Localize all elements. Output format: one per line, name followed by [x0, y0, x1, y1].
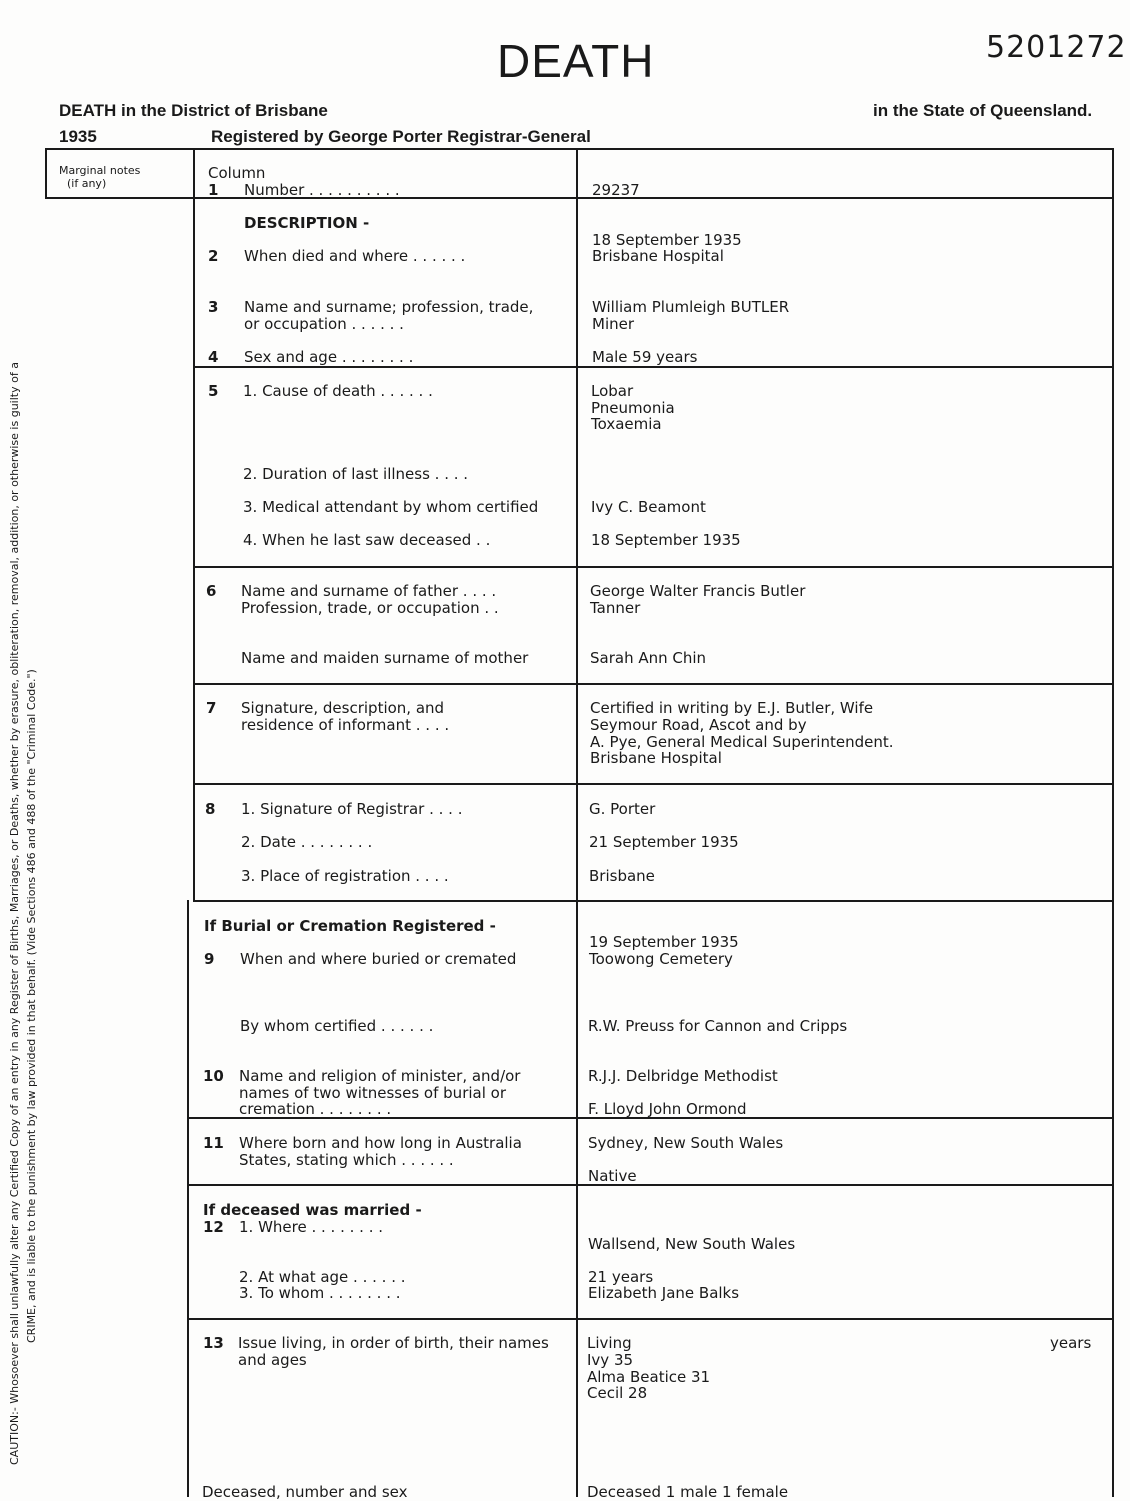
row-4-number: 4	[208, 348, 219, 366]
father-label: Name and surname of father . . . .	[241, 582, 497, 600]
row-5-number: 5	[208, 382, 219, 400]
spouse-label: 3. To whom . . . . . . . .	[239, 1284, 401, 1302]
marginal-notes-label: Marginal notes	[59, 164, 141, 177]
registration-date-value: 21 September 1935	[589, 833, 739, 851]
cause-of-death-line-3: Toxaemia	[591, 415, 662, 433]
row-2-date: 18 September 1935	[592, 231, 742, 249]
row-9-number: 9	[204, 950, 215, 968]
spouse-value: Elizabeth Jane Balks	[588, 1284, 740, 1302]
australia-duration-value: Native	[588, 1167, 637, 1185]
row-11-number: 11	[203, 1134, 224, 1152]
row-3-label-2: or occupation . . . . . .	[244, 315, 404, 333]
medical-attendant-label: 3. Medical attendant by whom certified	[243, 498, 539, 516]
deceased-issue-label: Deceased, number and sex	[202, 1483, 408, 1501]
cause-of-death-line-2: Pneumonia	[591, 399, 675, 417]
registrar-signature-value: G. Porter	[589, 800, 656, 818]
cause-of-death-label: 1. Cause of death . . . . . .	[243, 382, 433, 400]
birthplace-label-1: Where born and how long in Australia	[239, 1134, 522, 1152]
registered-by: Registered by George Porter Registrar-General	[211, 127, 591, 146]
birthplace-label-2: States, stating which . . . . . .	[239, 1151, 454, 1169]
father-name: George Walter Francis Butler	[590, 582, 806, 600]
issue-child-3: Cecil 28	[587, 1384, 648, 1402]
informant-line-4: Brisbane Hospital	[590, 749, 722, 767]
row-1-value: 29237	[592, 181, 640, 199]
duration-label: 2. Duration of last illness . . . .	[243, 465, 469, 483]
minister-label-2: names of two witnesses of burial or	[239, 1084, 506, 1102]
row-3-name: William Plumleigh BUTLER	[592, 298, 790, 316]
marriage-place-label: 1. Where . . . . . . . .	[239, 1218, 384, 1236]
caution-notice	[6, 235, 40, 1465]
last-saw-value: 18 September 1935	[591, 531, 741, 549]
column-label: Column	[208, 164, 266, 182]
row-1-number: 1	[208, 181, 219, 199]
medical-attendant-value: Ivy C. Beamont	[591, 498, 706, 516]
row-3-label-1: Name and surname; profession, trade,	[244, 298, 534, 316]
burial-place: Toowong Cemetery	[589, 950, 733, 968]
witnesses-value: F. Lloyd John Ormond	[588, 1100, 747, 1118]
cause-of-death-line-1: Lobar	[591, 382, 634, 400]
row-1-label: Number . . . . . . . . . .	[244, 181, 400, 199]
marriage-age-value: 21 years	[588, 1268, 654, 1286]
informant-line-2: Seymour Road, Ascot and by	[590, 716, 807, 734]
burial-label: When and where buried or cremated	[240, 950, 517, 968]
row-13-number: 13	[203, 1334, 224, 1352]
father-occupation: Tanner	[590, 599, 641, 617]
row-3-occupation: Miner	[592, 315, 635, 333]
marginal-notes-sublabel: (if any)	[67, 177, 107, 190]
informant-label-2: residence of informant . . . .	[241, 716, 450, 734]
registration-place-label: 3. Place of registration . . . .	[241, 867, 449, 885]
mother-name: Sarah Ann Chin	[590, 649, 707, 667]
issue-label-2: and ages	[238, 1351, 307, 1369]
registration-date-label: 2. Date . . . . . . . .	[241, 833, 373, 851]
row-4-label: Sex and age . . . . . . . .	[244, 348, 414, 366]
informant-label-1: Signature, description, and	[241, 699, 445, 717]
minister-label-1: Name and religion of minister, and/or	[239, 1067, 521, 1085]
issue-living-label: Living	[587, 1334, 632, 1352]
issue-years-label: years	[1050, 1334, 1092, 1352]
row-10-number: 10	[203, 1067, 224, 1085]
married-heading: If deceased was married -	[203, 1201, 422, 1219]
issue-label-1: Issue living, in order of birth, their names	[238, 1334, 549, 1352]
registrar-signature-label: 1. Signature of Registrar . . . .	[241, 800, 463, 818]
marriage-age-label: 2. At what age . . . . . .	[239, 1268, 406, 1286]
description-heading: DESCRIPTION -	[244, 214, 370, 232]
registration-year: 1935	[59, 127, 97, 146]
burial-date: 19 September 1935	[589, 933, 739, 951]
registration-place-value: Brisbane	[589, 867, 655, 885]
marriage-place-value: Wallsend, New South Wales	[588, 1235, 796, 1253]
row-4-value: Male 59 years	[592, 348, 698, 366]
issue-child-2: Alma Beatice 31	[587, 1368, 711, 1386]
district-label: DEATH in the District of Brisbane	[59, 101, 328, 120]
informant-line-1: Certified in writing by E.J. Butler, Wife	[590, 699, 874, 717]
row-2-label: When died and where . . . . . .	[244, 247, 466, 265]
issue-child-1: Ivy 35	[587, 1351, 634, 1369]
row-2-place: Brisbane Hospital	[592, 247, 724, 265]
birthplace-value: Sydney, New South Wales	[588, 1134, 784, 1152]
informant-line-3: A. Pye, General Medical Superintendent.	[590, 733, 894, 751]
deceased-issue-value: Deceased 1 male 1 female	[587, 1483, 789, 1501]
last-saw-label: 4. When he last saw deceased . .	[243, 531, 491, 549]
row-12-number: 12	[203, 1218, 224, 1236]
father-occupation-label: Profession, trade, or occupation . .	[241, 599, 499, 617]
minister-value: R.J.J. Delbridge Methodist	[588, 1067, 778, 1085]
row-6-number: 6	[206, 582, 217, 600]
burial-heading: If Burial or Cremation Registered -	[204, 917, 496, 935]
caution-line-1: CAUTION:- Whosoever shall unlawfully alter any Certified Copy of an entry in any Register of Births, Marriages, or Deaths, whether by erasure, obliteration, removal, addition, or otherwise is guilty of a	[8, 362, 21, 1465]
caution-line-2: CRIME, and is liable to the punishment by law provided in that behalf. (Vide Sections 486 and 488 of the "Criminal Code.")	[25, 669, 38, 1343]
page-title: DEATH	[497, 35, 655, 87]
row-8-number: 8	[205, 800, 216, 818]
burial-certifier-value: R.W. Preuss for Cannon and Cripps	[588, 1017, 848, 1035]
minister-label-3: cremation . . . . . . . .	[239, 1100, 392, 1118]
row-2-number: 2	[208, 247, 219, 265]
burial-certifier-label: By whom certified . . . . . .	[240, 1017, 434, 1035]
certificate-number: 5201272	[986, 30, 1127, 65]
state-label: in the State of Queensland.	[873, 101, 1093, 120]
mother-label: Name and maiden surname of mother	[241, 649, 529, 667]
row-3-number: 3	[208, 298, 219, 316]
row-7-number: 7	[206, 699, 217, 717]
